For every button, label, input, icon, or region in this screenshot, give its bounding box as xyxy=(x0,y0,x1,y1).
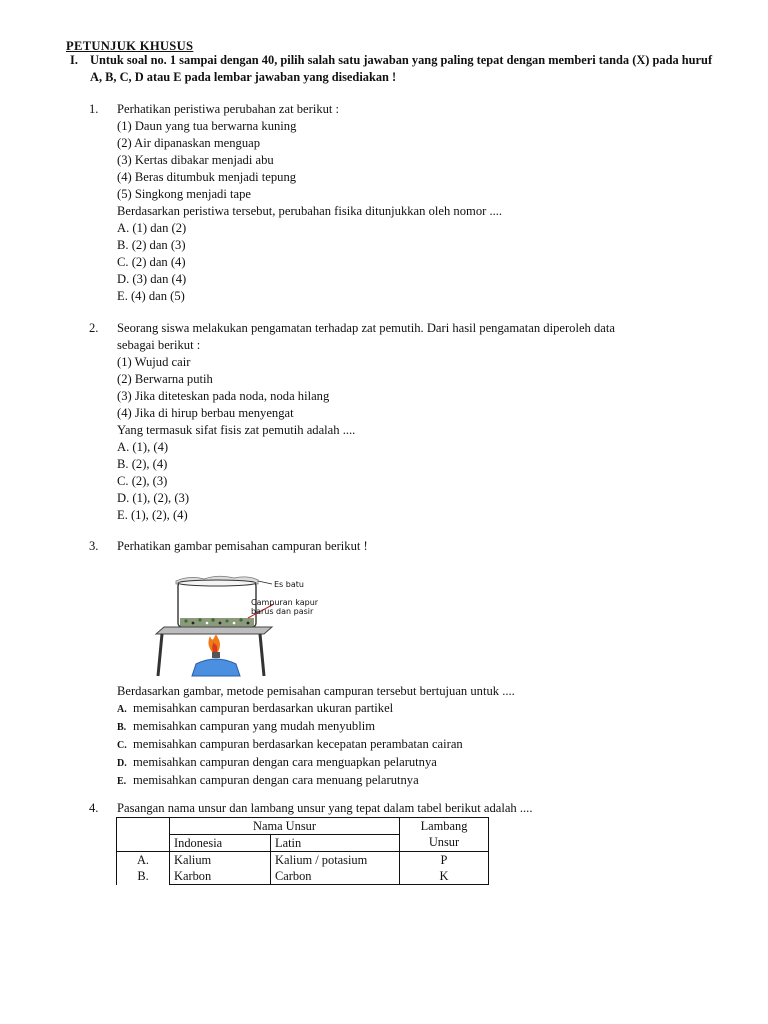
answer-option: A. (1) dan (2) xyxy=(117,221,187,235)
stand-leg xyxy=(260,634,264,676)
figure-label-mixture: Campuran kapur xyxy=(251,598,319,607)
answer-option: D. (1), (2), (3) xyxy=(117,491,190,505)
row-label-a: A. xyxy=(136,853,150,867)
question-number: 2. xyxy=(89,321,99,335)
question-stem: Pasangan nama unsur dan lambang unsur yang tepat dalam tabel berikut adalah .... xyxy=(117,801,533,815)
question-stem: sebagai berikut : xyxy=(117,338,201,352)
answer-option: B. (2) dan (3) xyxy=(117,238,186,252)
table-blank-cell xyxy=(117,835,170,852)
table-header-name: Nama Unsur xyxy=(170,818,400,835)
statement-item: (2) Berwarna putih xyxy=(117,372,213,386)
statement-item: (4) Jika di hirup berbau menyengat xyxy=(117,406,294,420)
lamp-wick xyxy=(212,652,220,658)
answer-option: E. (4) dan (5) xyxy=(117,289,185,303)
question-stem: Seorang siswa melakukan pengamatan terhadap zat pemutih. Dari hasil pengamatan diperoleh data xyxy=(117,321,615,335)
option-text: memisahkan campuran dengan cara menguapkan pelarutnya xyxy=(133,755,437,769)
answer-option xyxy=(117,772,727,790)
question-number: 4. xyxy=(89,801,99,815)
header-text: Lambang xyxy=(420,819,468,833)
option-text: memisahkan campuran dengan cara menuang pelarutnya xyxy=(133,773,419,787)
answer-option xyxy=(117,718,727,736)
stand-plate xyxy=(156,627,272,634)
table-row xyxy=(117,852,489,885)
question-number: 3. xyxy=(89,539,99,553)
statement-item: (1) Daun yang tua berwarna kuning xyxy=(117,119,297,133)
option-letter: E. xyxy=(117,776,127,787)
answer-option: C. (2), (3) xyxy=(117,474,168,488)
instruction-text: Untuk soal no. 1 sampai dengan 40, pilih salah satu jawaban yang paling tepat dengan memberi tanda (X) pada huruf A, B, C, D atau E pada lembar jawaban yang disediakan ! xyxy=(90,53,713,84)
option-letter: D. xyxy=(117,758,127,769)
table-subheader: Latin xyxy=(271,835,400,852)
statement-item: (4) Beras ditumbuk menjadi tepung xyxy=(117,170,297,184)
element-table xyxy=(116,817,489,885)
cell-latin xyxy=(271,852,400,885)
cell-symbol xyxy=(400,852,489,885)
cell-text: Karbon xyxy=(174,869,212,883)
cell-text: P xyxy=(440,853,448,867)
section-heading: PETUNJUK KHUSUS xyxy=(66,39,194,53)
row-label-b: B. xyxy=(137,869,149,883)
cell-text: Kalium / potasium xyxy=(275,853,368,867)
answer-option xyxy=(117,700,727,718)
mixture-layer xyxy=(180,618,254,626)
cell-text: Kalium xyxy=(174,853,212,867)
statement-item: (3) Jika diteteskan pada noda, noda hilang xyxy=(117,389,330,403)
answer-option: E. (1), (2), (4) xyxy=(117,508,188,522)
instruction-number: I. xyxy=(70,53,78,67)
figure-label-mixture: barus dan pasir xyxy=(251,607,314,616)
header-text: Unsur xyxy=(428,835,460,849)
answer-option xyxy=(117,754,727,772)
row-label xyxy=(117,852,170,885)
figure-label-ice: Es batu xyxy=(274,580,304,589)
spirit-lamp xyxy=(192,659,240,676)
option-letter: B. xyxy=(117,722,127,733)
table-subheader: Indonesia xyxy=(170,835,271,852)
question-prompt: Yang termasuk sifat fisis zat pemutih adalah .... xyxy=(117,423,356,437)
answer-option: B. (2), (4) xyxy=(117,457,168,471)
question-number: 1. xyxy=(89,102,99,116)
sublimation-apparatus-figure xyxy=(140,572,372,680)
stand-leg xyxy=(158,634,162,676)
answer-option: A. (1), (4) xyxy=(117,440,169,454)
answer-option: C. (2) dan (4) xyxy=(117,255,186,269)
question-prompt: Berdasarkan peristiwa tersebut, perubahan fisika ditunjukkan oleh nomor .... xyxy=(117,204,503,218)
table-blank-cell xyxy=(117,818,170,835)
option-text: memisahkan campuran yang mudah menyublim xyxy=(133,719,376,733)
option-text: memisahkan campuran berdasarkan ukuran partikel xyxy=(133,701,394,715)
cell-text: K xyxy=(439,869,449,883)
question-stem: Perhatikan gambar pemisahan campuran berikut ! xyxy=(117,539,368,553)
label-pointer xyxy=(258,581,272,584)
option-text: memisahkan campuran berdasarkan kecepatan perambatan cairan xyxy=(133,737,463,751)
statement-item: (5) Singkong menjadi tape xyxy=(117,187,251,201)
table-header-symbol xyxy=(400,818,489,852)
question-stem: Perhatikan peristiwa perubahan zat berikut : xyxy=(117,102,340,116)
question-prompt: Berdasarkan gambar, metode pemisahan campuran tersebut bertujuan untuk .... xyxy=(117,684,515,698)
cell-text: Carbon xyxy=(275,869,312,883)
cell-indonesia xyxy=(170,852,271,885)
answer-option: D. (3) dan (4) xyxy=(117,272,187,286)
statement-item: (3) Kertas dibakar menjadi abu xyxy=(117,153,274,167)
answer-option xyxy=(117,736,727,754)
statement-item: (2) Air dipanaskan menguap xyxy=(117,136,261,150)
option-letter: C. xyxy=(117,740,127,751)
option-letter: A. xyxy=(117,704,127,715)
statement-item: (1) Wujud cair xyxy=(117,355,191,369)
